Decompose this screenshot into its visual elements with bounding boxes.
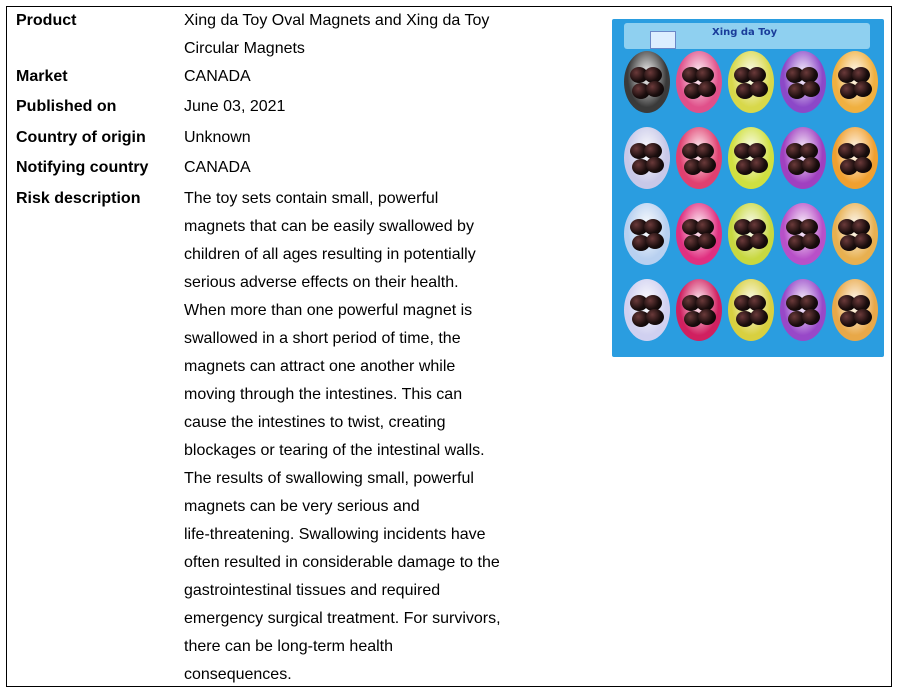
product-card-title: Xing da Toy	[712, 27, 778, 38]
field-value-line: Unknown	[184, 129, 251, 146]
field-value-line: CANADA	[184, 159, 251, 176]
field-value-line: Xing da Toy Oval Magnets and Xing da Toy	[184, 12, 490, 29]
field-value-line: consequences.	[184, 666, 292, 683]
field-value-product	[184, 7, 514, 63]
magnet-oval	[676, 51, 722, 113]
field-label-risk: Risk description	[16, 190, 141, 207]
magnet-piece	[802, 309, 820, 325]
magnet-oval	[624, 51, 670, 113]
field-value-line: The toy sets contain small, powerful	[184, 190, 439, 207]
field-value-line: magnets can attract one another while	[184, 358, 456, 375]
field-value-line: there can be long-term health	[184, 638, 394, 655]
field-label-notifying: Notifying country	[16, 159, 149, 176]
field-value-line: gastrointestinal tissues and required	[184, 582, 441, 599]
field-value-line: Circular Magnets	[184, 40, 305, 57]
magnet-piece	[698, 309, 716, 325]
field-value-line: often resulted in considerable damage to the	[184, 554, 500, 571]
magnet-oval	[780, 279, 826, 341]
magnet-oval	[676, 203, 722, 265]
magnet-oval	[780, 127, 826, 189]
field-label-published: Published on	[16, 98, 117, 115]
field-value-notifying	[184, 154, 514, 182]
product-photo	[612, 19, 884, 357]
magnet-oval	[624, 127, 670, 189]
magnet-oval	[676, 127, 722, 189]
field-value-line: blockages or tearing of the intestinal walls.	[184, 442, 485, 459]
magnet-piece	[750, 233, 768, 249]
magnet-oval	[676, 279, 722, 341]
field-value-line: moving through the intestines. This can	[184, 386, 463, 403]
product-card-header	[624, 23, 870, 49]
magnet-piece	[698, 157, 716, 173]
magnet-piece	[646, 81, 664, 97]
magnet-grid	[622, 49, 878, 355]
field-value-line: June 03, 2021	[184, 98, 286, 115]
field-value-line: When more than one powerful magnet is	[184, 302, 473, 319]
field-value-line: swallowed in a short period of time, the	[184, 330, 461, 347]
magnet-piece	[646, 309, 664, 325]
magnet-piece	[750, 157, 768, 173]
field-value-line: children of all ages resulting in potentially	[184, 246, 476, 263]
field-value-line: CANADA	[184, 68, 251, 85]
field-value-line: life-threatening. Swallowing incidents have	[184, 526, 486, 543]
magnet-oval	[624, 203, 670, 265]
magnet-piece	[802, 157, 820, 173]
field-value-line: The results of swallowing small, powerful	[184, 470, 474, 487]
magnet-oval	[832, 51, 878, 113]
magnet-oval	[728, 127, 774, 189]
magnet-oval	[832, 127, 878, 189]
magnet-piece	[698, 233, 716, 249]
magnet-oval	[624, 279, 670, 341]
magnet-oval	[832, 203, 878, 265]
magnet-oval	[728, 51, 774, 113]
product-logo	[650, 31, 676, 49]
magnet-piece	[802, 81, 820, 97]
magnet-oval	[728, 279, 774, 341]
magnet-piece	[646, 233, 664, 249]
magnet-piece	[646, 157, 664, 173]
magnet-piece	[750, 81, 768, 97]
magnet-piece	[854, 309, 872, 325]
field-value-line: serious adverse effects on their health.	[184, 274, 459, 291]
field-value-line: magnets can be very serious and	[184, 498, 420, 515]
magnet-piece	[854, 233, 872, 249]
field-label-market: Market	[16, 68, 68, 85]
field-value-line: emergency surgical treatment. For survivors,	[184, 610, 501, 627]
field-value-origin	[184, 124, 514, 152]
magnet-oval	[728, 203, 774, 265]
magnet-piece	[802, 233, 820, 249]
magnet-piece	[750, 309, 768, 325]
field-value-risk	[184, 185, 514, 689]
field-value-published	[184, 93, 514, 121]
magnet-oval	[780, 51, 826, 113]
field-label-product: Product	[16, 12, 77, 29]
field-value-market	[184, 63, 514, 91]
field-value-line: cause the intestines to twist, creating	[184, 414, 446, 431]
field-value-line: magnets that can be easily swallowed by	[184, 218, 474, 235]
magnet-oval	[780, 203, 826, 265]
magnet-piece	[854, 81, 872, 97]
magnet-piece	[854, 157, 872, 173]
magnet-piece	[698, 81, 716, 97]
field-label-origin: Country of origin	[16, 129, 146, 146]
magnet-oval	[832, 279, 878, 341]
